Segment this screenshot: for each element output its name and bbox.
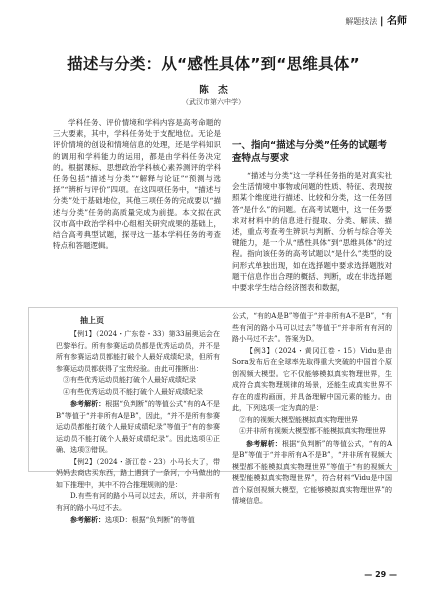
article-title: 描述与分类：从“感性具体”到“思维具体” <box>67 55 360 73</box>
example-2-option-d: D.有些有河的路小马可以过去，所以，并非所有有河的路小马过不去。 <box>56 492 220 512</box>
column-tag <box>345 12 407 27</box>
author-affiliation: （武汉市第六中学） <box>182 98 245 106</box>
example-1-analysis: 参考解析：根据“负判断”的等值公式“有的A不是B”等值于“并非所有A是B”，因此，“并不是所有参赛运动员都能打破个人最好成绩纪录”等值于“有的参赛运动员不能打破个人最好成绩纪录”。因此选项④正确、选项③错误。 <box>56 399 221 454</box>
author-name: 陈 杰 <box>199 85 228 96</box>
examples-left-column <box>56 329 220 527</box>
example-3-analysis: 参考解析：根据“负判断”的等值公式，“有的A是B”等值于“并非所有A不是B”，“并非所有视频大模型都不能模拟真实物理世界”等值于“有的视频大模型能模拟真实物理世界”，符合材料“Vidu是中国首个原创视频大模型，它能够模拟真实物理世界”的情境信息。 <box>232 438 393 505</box>
examples-box-title: 抽上页 <box>80 316 104 325</box>
intro-paragraph: 学科任务、评价情境和学科内容是高考命题的三大要素，其中，学科任务处于支配地位。无论是评价情境的创设和情境信息的处理，还是学科知识的调用和学科能力的运用，都是由学科任务决定的。根据课标、思想政治学科核心素养测评的学科任务包括“描述与分类”“解释与论证”“预测与选择”“辨析与评价”四项。在这四项任务中，“描述与分类”处于基础地位，其他三项任务的完成要以“描述与分类”任务的高质量完成为前提。本文拟在武汉市高中政治学科中心组相关研究成果的基础上，结合高考典型试题，探寻这一基本学科任务的考查特点和答题逻辑。 <box>53 118 221 251</box>
example-3-option-2: ②有的视频大模型能模拟真实物理世界 <box>239 415 358 424</box>
example-2-analysis: 参考解析：选项D：根据“负判断”的等值 <box>70 515 195 524</box>
example-1-option-4: ④有些优秀运动员不能打破个人最好成绩纪录 <box>63 387 203 396</box>
example-3-intro: 【例3】（2024・黄冈江卷・15）Vidu是由Sora发布后在全球率先取得重大突破的中国首个原创视频大模型。它不仅能够模拟真实物理世界，生成符合真实物理规律的场景，还能生成真实世界不存在的虚构画面，并具备理解中国元素的能力。由此，下列选项一定为真的是： <box>232 346 392 412</box>
examples-right-column <box>232 311 392 508</box>
example-2-analysis-continued: 公式，“有的A是B”等值于“并非所有A不是B”，“有些有河的路小马可以过去”等值于“并非所有有河的路小马过不去”。答案为D。 <box>232 312 392 343</box>
section-heading: 一、指向“描述与分类”任务的试题考查特点与要求 <box>232 140 387 164</box>
column-tag-big: | 名师 <box>379 16 407 27</box>
example-1-intro: 【例1】（2024・广东卷・33）第33届奥运会在巴黎举行。所有参赛运动员都是优秀运动员，并不是所有参赛运动员都能打破个人最好成绩纪录，但所有参赛运动员都获得了宝贵经验。由此可推断出： <box>56 330 220 373</box>
example-1-option-3: ③有些优秀运动员能打破个人最好成绩纪录 <box>63 376 196 384</box>
column-tag-small: 解题技法 <box>345 17 378 26</box>
example-3-option-4: ④并非所有视频大模型都不能模拟真实物理世界 <box>239 427 386 435</box>
example-2-intro: 【例2】（2024・浙江卷・23）小马长大了，带妈妈去商店买东西，路上遇到了一条河，小马做出的如下推理中，其中不符合推理规则的是： <box>56 457 220 489</box>
page-number: — 29 — <box>364 570 397 579</box>
section-body: “描述与分类”这一学科任务指的是对真实社会生活情境中事物或问题的性质、特征、表现按照某个维度进行描述、比较和分类，这一任务回答“是什么”的问题。在高考试题中，这一任务要求对材料中的信息进行提取、分类、解读、描述，重点考查考生辨识与判断、分析与综合等关键能力，是一个从“感性具体”到“思维具体”的过程。指向该任务的高考试题以“是什么”类型的设问形式单独出现，如在选择题中要求选择题肢对题干信息作出合理的概括、判断，或在非选择题中要求学生结合经济图表和数据， <box>232 171 392 293</box>
